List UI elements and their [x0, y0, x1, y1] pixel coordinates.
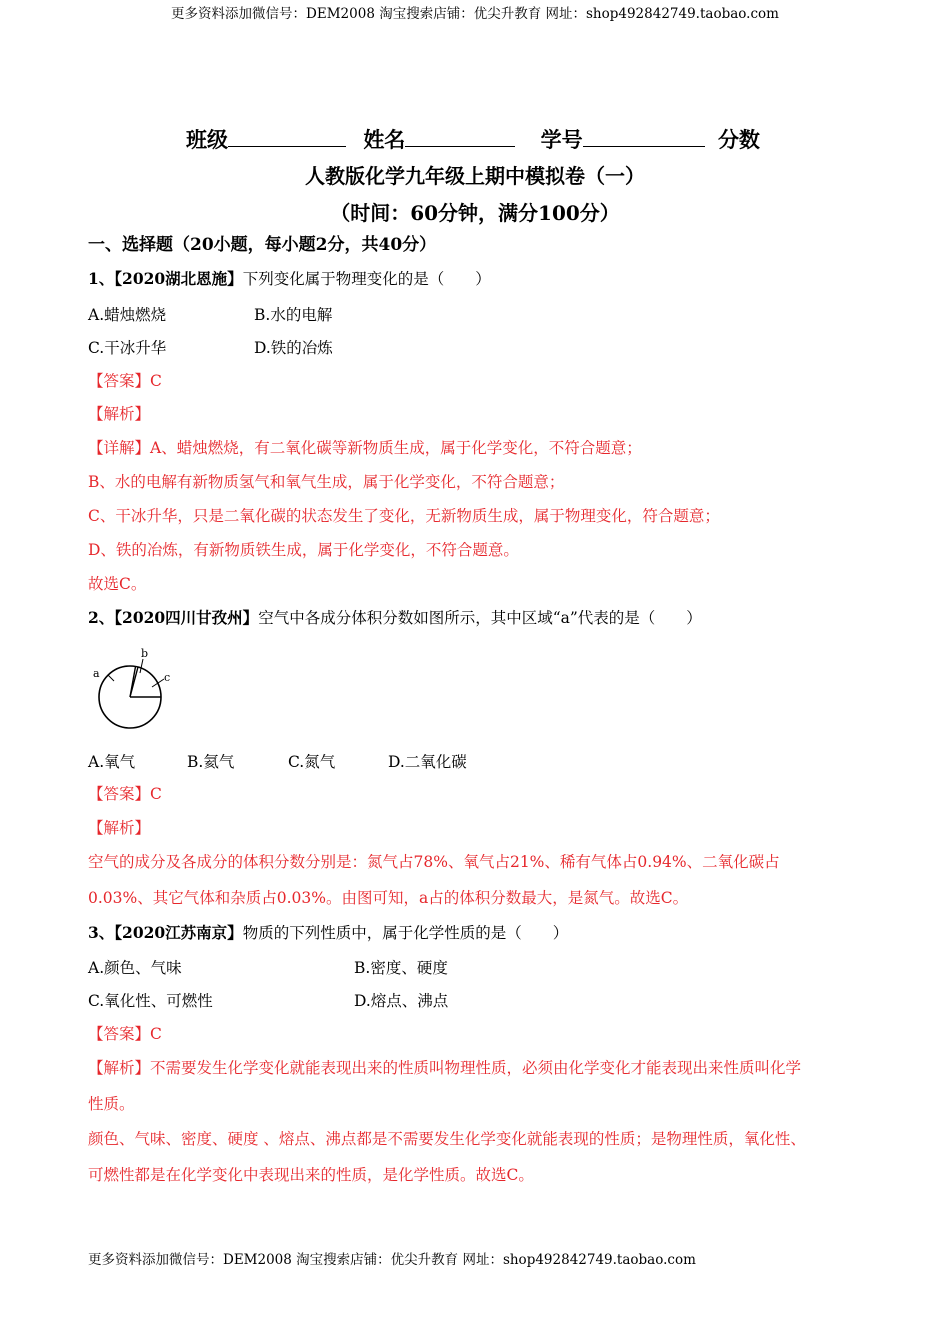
q3-analysis-line-2: 性质。: [88, 1095, 135, 1113]
name-blank[interactable]: [405, 128, 515, 147]
q3-option-b: B.密度、硬度: [354, 959, 448, 977]
name-label: 姓名: [363, 127, 406, 152]
label-b: b: [141, 647, 149, 660]
label-a: a: [93, 667, 100, 680]
student-info-line: [186, 124, 760, 154]
q1-detail-c: C、干冰升华，只是二氧化碳的状态发生了变化，无新物质生成，属于物理变化，符合题意；: [88, 507, 720, 525]
q1-option-d: D.铁的冶炼: [254, 339, 333, 357]
question-number: 3、: [88, 923, 115, 942]
q1-conclusion: 故选C。: [88, 575, 147, 593]
question-1: [88, 268, 491, 290]
label-c: c: [164, 671, 171, 684]
student-id-label: 学号: [540, 127, 583, 152]
question-source: 【2020四川甘孜州】: [114, 608, 259, 627]
question-source: 【2020江苏南京】: [114, 923, 243, 942]
question-source: 【2020湖北恩施】: [114, 269, 243, 288]
air-composition-pie-figure: [88, 645, 178, 735]
q3-analysis-label: 【解析】: [88, 1059, 151, 1077]
q3-option-a: A.颜色、气味: [88, 959, 182, 977]
score-label: 分数: [717, 127, 760, 152]
q3-answer: 【答案】C: [88, 1025, 162, 1043]
leader-a: [108, 675, 114, 681]
q1-detail-d: D、铁的冶炼，有新物质铁生成，属于化学变化，不符合题意。: [88, 541, 519, 559]
page-subtitle: （时间：60分钟，满分100分）: [330, 201, 620, 225]
question-2: [88, 607, 702, 629]
question-stem: 空气中各成分体积分数如图所示，其中区域“a”代表的是（ ）: [258, 609, 702, 627]
question-number: 2、: [88, 608, 115, 627]
question-number: 1、: [88, 269, 115, 288]
q1-option-b: B.水的电解: [254, 306, 333, 324]
question-stem: 物质的下列性质中，属于化学性质的是（ ）: [242, 924, 569, 942]
leader-b: [140, 659, 143, 673]
q1-option-a: A.蜡烛燃烧: [88, 306, 167, 324]
q2-analysis-line-2: 0.03%、其它气体和杂质占0.03%。由图可知，a占的体积分数最大，是氮气。故选C。: [88, 889, 689, 907]
q1-detail-label: 【详解】: [88, 439, 151, 457]
class-blank[interactable]: [228, 128, 346, 147]
page-footer: 更多资料添加微信号：DEM2008 淘宝搜索店铺：优尖升教育 网址：shop492842749.taobao.com: [88, 1252, 696, 1268]
q3-analysis-line-3: 颜色、气味、密度、硬度 、熔点、沸点都是不需要发生化学变化就能表现的性质；是物理性质，氧化性、: [88, 1130, 806, 1148]
q2-option-a: A.氧气: [88, 753, 136, 771]
q2-option-b: B.氦气: [187, 753, 235, 771]
q2-option-c: C.氮气: [288, 753, 336, 771]
q1-answer: 【答案】C: [88, 372, 162, 390]
q1-detail-text: A、蜡烛燃烧，有二氧化碳等新物质生成，属于化学变化，不符合题意；: [150, 439, 642, 457]
class-label: 班级: [186, 127, 228, 152]
q3-option-d: D.熔点、沸点: [354, 992, 449, 1010]
question-3: [88, 922, 568, 944]
q2-analysis-label: 【解析】: [88, 819, 151, 837]
leader-c: [152, 679, 164, 687]
q1-option-c: C.干冰升华: [88, 339, 167, 357]
q1-detail-b: B、水的电解有新物质氢气和氧气生成，属于化学变化，不符合题意；: [88, 473, 565, 491]
q3-option-c: C.氧化性、可燃性: [88, 992, 213, 1010]
q2-answer: 【答案】C: [88, 785, 162, 803]
q3-analysis-text: 不需要发生化学变化就能表现出来的性质叫物理性质，必须由化学变化才能表现出来性质叫化学: [150, 1059, 802, 1077]
page-header: 更多资料添加微信号：DEM2008 淘宝搜索店铺：优尖升教育 网址：shop492842749.taobao.com: [171, 6, 779, 22]
section-heading: 一、选择题（20小题，每小题2分，共40分）: [88, 235, 437, 255]
question-stem: 下列变化属于物理变化的是（ ）: [242, 270, 491, 288]
q3-analysis-line-1: [88, 1057, 801, 1079]
q1-detail-a: [88, 437, 642, 459]
q1-analysis-label: 【解析】: [88, 405, 151, 423]
page-title: 人教版化学九年级上期中模拟卷（一）: [305, 164, 645, 188]
student-id-blank[interactable]: [583, 128, 705, 147]
q3-analysis-line-4: 可燃性都是在化学变化中表现出来的性质，是化学性质。故选C。: [88, 1166, 534, 1184]
q2-option-d: D.二氧化碳: [388, 753, 467, 771]
q2-analysis-line-1: 空气的成分及各成分的体积分数分别是：氮气占78%、氧气占21%、稀有气体占0.94%、二氧化碳占: [88, 853, 780, 871]
